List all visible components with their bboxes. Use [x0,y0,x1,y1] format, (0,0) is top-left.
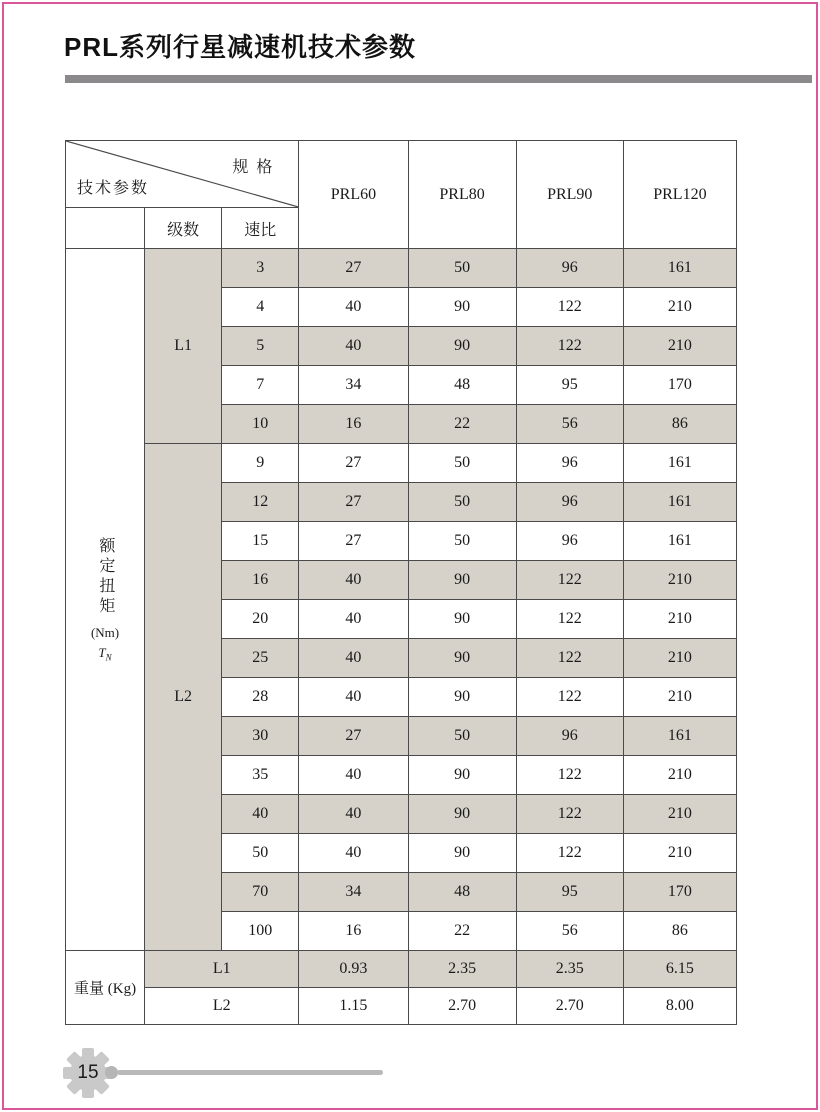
value-cell: 40 [299,639,408,678]
value-cell: 161 [623,249,736,288]
torque-unit: (Nm) [90,624,120,640]
spec-table-wrap [65,140,737,1025]
value-cell: 210 [623,639,736,678]
value-cell: 96 [516,444,623,483]
value-cell: 40 [299,678,408,717]
value-cell: 96 [516,717,623,756]
value-cell: 210 [623,834,736,873]
header-row-1 [66,141,737,208]
value-cell: 27 [299,717,408,756]
weight-stage-cell: L2 [145,988,299,1025]
value-cell: 210 [623,756,736,795]
value-cell: 27 [299,483,408,522]
value-cell: 122 [516,834,623,873]
value-cell: 90 [408,639,516,678]
ratio-cell: 10 [222,405,299,444]
value-cell: 90 [408,795,516,834]
value-cell: 122 [516,600,623,639]
weight-value-cell: 6.15 [623,951,736,988]
value-cell: 161 [623,483,736,522]
weight-value-cell: 2.70 [516,988,623,1025]
page-title: PRL系列行星减速机技术参数 [64,32,417,62]
value-cell: 210 [623,561,736,600]
weight-value-cell: 0.93 [299,951,408,988]
value-cell: 170 [623,873,736,912]
value-cell: 40 [299,795,408,834]
value-cell: 210 [623,678,736,717]
ratio-cell: 25 [222,639,299,678]
ratio-cell: 12 [222,483,299,522]
value-cell: 122 [516,288,623,327]
value-cell: 122 [516,678,623,717]
value-cell: 34 [299,366,408,405]
value-cell: 122 [516,561,623,600]
value-cell: 27 [299,522,408,561]
weight-label-cell: 重量 (Kg) [66,951,145,1025]
value-cell: 56 [516,405,623,444]
value-cell: 210 [623,600,736,639]
value-cell: 210 [623,795,736,834]
value-cell: 95 [516,366,623,405]
ratio-cell: 7 [222,366,299,405]
value-cell: 96 [516,522,623,561]
weight-value-cell: 2.70 [408,988,516,1025]
column-header-prl120: PRL120 [623,141,736,249]
value-cell: 48 [408,873,516,912]
value-cell: 210 [623,327,736,366]
value-cell: 95 [516,873,623,912]
weight-stage-cell: L1 [145,951,299,988]
weight-value-cell: 2.35 [408,951,516,988]
ratio-cell: 5 [222,327,299,366]
ratio-cell: 30 [222,717,299,756]
value-cell: 22 [408,405,516,444]
value-cell: 40 [299,756,408,795]
value-cell: 34 [299,873,408,912]
ratio-header: 速比 [222,208,299,249]
value-cell: 161 [623,717,736,756]
value-cell: 40 [299,288,408,327]
value-cell: 161 [623,522,736,561]
value-cell: 90 [408,561,516,600]
ratio-cell: 4 [222,288,299,327]
column-header-prl90: PRL90 [516,141,623,249]
column-header-prl60: PRL60 [299,141,408,249]
value-cell: 40 [299,600,408,639]
ratio-cell: 70 [222,873,299,912]
weight-row [66,951,737,988]
value-cell: 90 [408,327,516,366]
param-corner-label: 技术参数 [77,180,150,197]
stage-cell: L2 [145,444,222,951]
stage-header: 级数 [145,208,222,249]
value-cell: 96 [516,249,623,288]
value-cell: 210 [623,288,736,327]
value-cell: 56 [516,912,623,951]
footer-line [117,1070,383,1075]
value-cell: 50 [408,717,516,756]
ratio-cell: 50 [222,834,299,873]
value-cell: 50 [408,444,516,483]
value-cell: 90 [408,756,516,795]
value-cell: 86 [623,405,736,444]
value-cell: 90 [408,288,516,327]
ratio-cell: 35 [222,756,299,795]
value-cell: 27 [299,444,408,483]
table-body [66,249,737,1025]
table-row [66,249,737,288]
value-cell: 170 [623,366,736,405]
value-cell: 16 [299,912,408,951]
value-cell: 96 [516,483,623,522]
weight-row [66,988,737,1025]
ratio-cell: 28 [222,678,299,717]
weight-value-cell: 1.15 [299,988,408,1025]
title-rule [65,75,812,83]
value-cell: 122 [516,756,623,795]
weight-value-cell: 8.00 [623,988,736,1025]
spec-corner-label: 规 格 [232,159,275,176]
ratio-cell: 15 [222,522,299,561]
spec-table [65,140,737,1025]
value-cell: 48 [408,366,516,405]
column-header-prl80: PRL80 [408,141,516,249]
value-cell: 50 [408,249,516,288]
torque-symbol: $T_N$ [98,644,112,663]
diagonal-header-cell [66,141,299,208]
ratio-cell: 16 [222,561,299,600]
ratio-cell: 40 [222,795,299,834]
stage-cell: L1 [145,249,222,444]
value-cell: 90 [408,678,516,717]
value-cell: 122 [516,639,623,678]
value-cell: 90 [408,834,516,873]
ratio-cell: 100 [222,912,299,951]
value-cell: 161 [623,444,736,483]
value-cell: 90 [408,600,516,639]
page-number: 15 [77,1062,99,1083]
value-cell: 50 [408,483,516,522]
ratio-cell: 3 [222,249,299,288]
value-cell: 40 [299,561,408,600]
value-cell: 86 [623,912,736,951]
value-cell: 40 [299,327,408,366]
value-cell: 50 [408,522,516,561]
table-row [66,444,737,483]
value-cell: 40 [299,834,408,873]
ratio-cell: 20 [222,600,299,639]
torque-label-cell [66,249,145,951]
value-cell: 122 [516,327,623,366]
empty-corner-cell [66,208,145,249]
torque-label: 额定扭矩 [96,536,114,617]
torque-label-group [66,537,144,663]
ratio-cell: 9 [222,444,299,483]
value-cell: 22 [408,912,516,951]
value-cell: 16 [299,405,408,444]
weight-value-cell: 2.35 [516,951,623,988]
value-cell: 27 [299,249,408,288]
value-cell: 122 [516,795,623,834]
